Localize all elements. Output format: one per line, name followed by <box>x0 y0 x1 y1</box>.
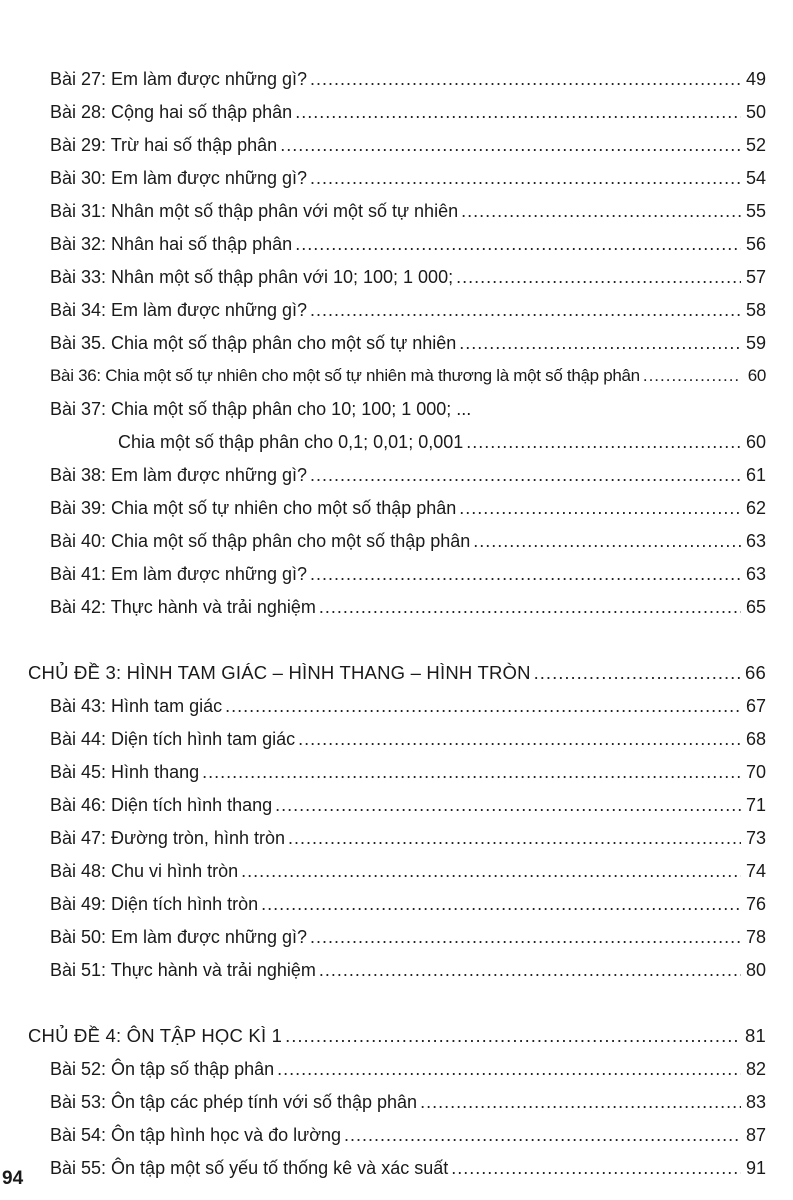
toc-entry[interactable] <box>50 859 766 883</box>
toc-entry-page: 58 <box>745 300 766 320</box>
toc-entry-label: Bài 41: Em làm được những gì? <box>50 564 308 584</box>
toc-entry-label: Bài 30: Em làm được những gì? <box>50 168 308 188</box>
toc-entry-page: 61 <box>745 465 766 485</box>
leader-dots <box>310 562 741 586</box>
toc-entry-page: 67 <box>745 696 766 716</box>
leader-dots <box>451 1156 741 1180</box>
leader-dots <box>310 463 741 487</box>
toc-entry-label: Bài 32: Nhân hai số thập phân <box>50 234 293 254</box>
toc-entry-label: Bài 51: Thực hành và trải nghiệm <box>50 960 316 980</box>
toc-entry[interactable] <box>50 463 766 487</box>
toc-entry-page: 80 <box>745 960 766 980</box>
leader-dots <box>225 694 741 718</box>
toc-entry-label: Bài 44: Diện tích hình tam giác <box>50 729 296 749</box>
toc-entry-label: Bài 39: Chia một số tự nhiên cho một số thập phân <box>50 498 457 518</box>
leader-dots <box>261 892 741 916</box>
toc-entry[interactable] <box>50 925 766 949</box>
leader-dots <box>295 100 741 124</box>
toc-entry[interactable] <box>50 595 766 619</box>
toc-entry[interactable] <box>50 496 766 520</box>
toc-entry[interactable] <box>50 232 766 256</box>
chapter-title: CHỦ ĐỀ 3: HÌNH TAM GIÁC – HÌNH THANG – HÌNH TRÒN <box>28 662 531 683</box>
leader-dots <box>310 925 741 949</box>
toc-entry-page: 50 <box>745 102 766 122</box>
toc-entry-label[interactable]: Bài 37: Chia một số thập phân cho 10; 100; 1 000; ... <box>50 399 472 419</box>
toc-entry[interactable] <box>50 1156 766 1180</box>
leader-dots <box>420 1090 741 1114</box>
toc-entry-page: 87 <box>745 1125 766 1145</box>
toc-entry-page: 76 <box>745 894 766 914</box>
toc-entry-label: Bài 48: Chu vi hình tròn <box>50 861 239 881</box>
chapter-heading[interactable] <box>28 661 766 685</box>
page-number: 94 <box>2 1168 24 1189</box>
toc-entry-page: 57 <box>745 267 766 287</box>
toc-entry-page: 74 <box>745 861 766 881</box>
toc-entry-label: Bài 45: Hình thang <box>50 762 200 782</box>
toc-entry-page: 70 <box>745 762 766 782</box>
toc-entry[interactable] <box>50 166 766 190</box>
toc-entry-label: Bài 52: Ôn tập số thập phân <box>50 1059 275 1079</box>
leader-dots <box>295 232 741 256</box>
leader-dots <box>466 430 741 454</box>
toc-entry-page: 65 <box>745 597 766 617</box>
leader-dots <box>473 529 741 553</box>
leader-dots <box>298 727 741 751</box>
leader-dots <box>534 661 741 685</box>
leader-dots <box>344 1123 741 1147</box>
toc-entry-label: Bài 34: Em làm được những gì? <box>50 300 308 320</box>
leader-dots <box>288 826 741 850</box>
toc-entry-label: Bài 47: Đường tròn, hình tròn <box>50 828 285 848</box>
toc-entry-page: 54 <box>745 168 766 188</box>
toc-entry[interactable] <box>50 562 766 586</box>
toc-entry[interactable] <box>50 199 766 223</box>
toc-entry-label: Bài 31: Nhân một số thập phân với một số tự nhiên <box>50 201 459 221</box>
leader-dots <box>643 364 741 388</box>
leader-dots <box>459 496 741 520</box>
leader-dots <box>459 331 741 355</box>
leader-dots <box>202 760 741 784</box>
toc-entry-label: Bài 46: Diện tích hình thang <box>50 795 273 815</box>
toc-entry[interactable] <box>50 727 766 751</box>
leader-dots <box>275 793 741 817</box>
toc-entry[interactable] <box>50 793 766 817</box>
toc-entry[interactable] <box>50 67 766 91</box>
toc-entry[interactable] <box>50 529 766 553</box>
toc-entry-page: 52 <box>745 135 766 155</box>
leader-dots <box>456 265 741 289</box>
toc-entry[interactable] <box>50 694 766 718</box>
toc-entry-label: Bài 42: Thực hành và trải nghiệm <box>50 597 316 617</box>
chapter-page: 66 <box>745 662 766 683</box>
chapter-heading[interactable] <box>28 1024 766 1048</box>
toc-entry-label: Chia một số thập phân cho 0,1; 0,01; 0,001 <box>118 432 464 452</box>
toc-entry-label: Bài 38: Em làm được những gì? <box>50 465 308 485</box>
toc-entry[interactable] <box>50 892 766 916</box>
toc-entry-page: 62 <box>745 498 766 518</box>
toc-entry-page: 63 <box>745 531 766 551</box>
toc-entry[interactable] <box>50 133 766 157</box>
toc-entry[interactable] <box>50 364 766 388</box>
toc-entry-page: 55 <box>745 201 766 221</box>
toc-entry-page: 82 <box>745 1059 766 1079</box>
leader-dots <box>319 958 741 982</box>
toc-entry[interactable] <box>50 760 766 784</box>
toc-entry-label: Bài 40: Chia một số thập phân cho một số thập phân <box>50 531 471 551</box>
toc-entry[interactable] <box>50 958 766 982</box>
toc-entry-page: 60 <box>747 366 766 385</box>
toc-entry-page: 71 <box>745 795 766 815</box>
toc-entry-label: Bài 28: Cộng hai số thập phân <box>50 102 293 122</box>
leader-dots <box>241 859 741 883</box>
toc-entry-page: 49 <box>745 69 766 89</box>
toc-entry[interactable] <box>50 1057 766 1081</box>
toc-entry-page: 91 <box>745 1158 766 1178</box>
toc-entry-label: Bài 36: Chia một số tự nhiên cho một số tự nhiên mà thương là một số thập phân <box>50 366 640 385</box>
chapter-title: CHỦ ĐỀ 4: ÔN TẬP HỌC KÌ 1 <box>28 1025 283 1046</box>
toc-entry-page: 73 <box>745 828 766 848</box>
leader-dots <box>280 133 741 157</box>
toc-entry-label: Bài 55: Ôn tập một số yếu tố thống kê và xác suất <box>50 1158 449 1178</box>
leader-dots <box>319 595 741 619</box>
toc-entry[interactable] <box>50 100 766 124</box>
toc-entry-page: 63 <box>745 564 766 584</box>
toc-entry-label: Bài 35. Chia một số thập phân cho một số tự nhiên <box>50 333 457 353</box>
toc-entry-label: Bài 50: Em làm được những gì? <box>50 927 308 947</box>
toc-entry-label: Bài 49: Diện tích hình tròn <box>50 894 259 914</box>
chapter-page: 81 <box>745 1025 766 1046</box>
toc-entry[interactable] <box>50 298 766 322</box>
toc-entry-page: 68 <box>745 729 766 749</box>
toc-entry-page: 60 <box>745 432 766 452</box>
leader-dots <box>277 1057 741 1081</box>
toc-entry-page: 83 <box>745 1092 766 1112</box>
toc-entry-label: Bài 53: Ôn tập các phép tính với số thập phân <box>50 1092 418 1112</box>
toc-entry[interactable] <box>50 265 766 289</box>
toc-entry-label: Bài 54: Ôn tập hình học và đo lường <box>50 1125 342 1145</box>
toc-entry-label: Bài 29: Trừ hai số thập phân <box>50 135 278 155</box>
leader-dots <box>310 298 741 322</box>
leader-dots <box>310 67 741 91</box>
toc-entry-page: 56 <box>745 234 766 254</box>
toc-entry[interactable] <box>50 826 766 850</box>
toc-entry-page: 78 <box>745 927 766 947</box>
leader-dots <box>285 1024 741 1048</box>
toc-entry-label: Bài 27: Em làm được những gì? <box>50 69 308 89</box>
toc-entry[interactable] <box>118 430 766 454</box>
toc-entry-label: Bài 43: Hình tam giác <box>50 696 223 716</box>
toc-entry-page: 59 <box>745 333 766 353</box>
leader-dots <box>310 166 741 190</box>
toc-entry[interactable] <box>50 331 766 355</box>
toc-entry-label: Bài 33: Nhân một số thập phân với 10; 100; 1 000; <box>50 267 454 287</box>
toc-entry[interactable] <box>50 1090 766 1114</box>
leader-dots <box>461 199 741 223</box>
toc-entry[interactable] <box>50 1123 766 1147</box>
